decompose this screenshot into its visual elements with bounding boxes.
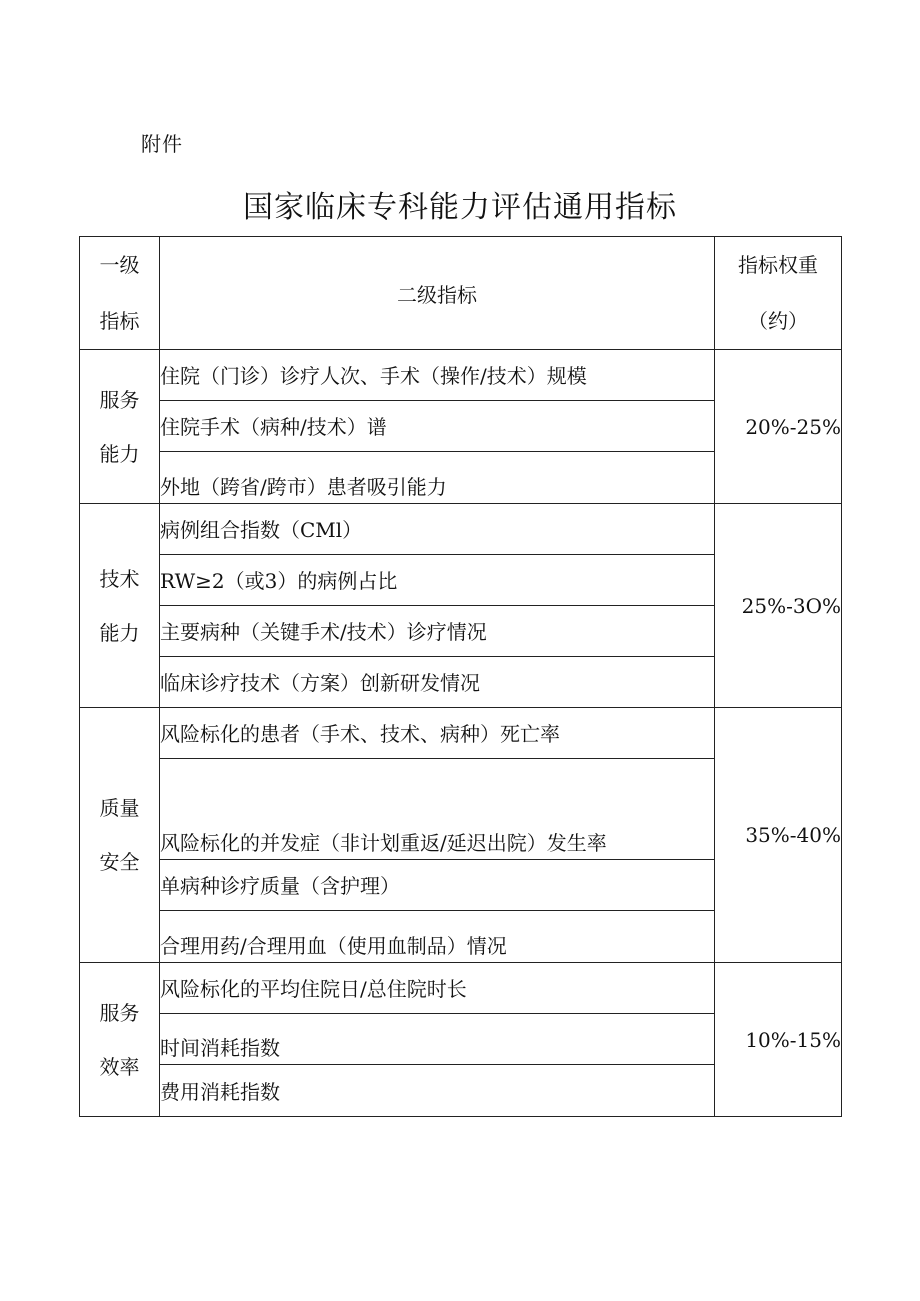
section-name-technical-capacity <box>80 504 160 708</box>
indicator-item: 风险标化的患者（手术、技术、病种）死亡率 <box>160 708 715 759</box>
document-title: 国家临床专科能力评估通用指标 <box>243 190 677 225</box>
indicator-item: 风险标化的平均住院日/总住院时长 <box>160 963 715 1014</box>
header-level1 <box>80 237 160 350</box>
header-level1-line2: 指标 <box>99 309 140 333</box>
indicator-item: 外地（跨省/跨市）患者吸引能力 <box>160 452 715 504</box>
section-weight: 35%-40% <box>715 708 842 963</box>
section-name-line1: 服务 <box>99 1000 140 1025</box>
section-name-service-capacity <box>80 350 160 504</box>
indicator-item: 单病种诊疗质量（含护理） <box>160 860 715 911</box>
indicator-item: RW≥2（或3）的病例占比 <box>160 555 715 606</box>
section-weight: 20%-25% <box>715 350 842 504</box>
indicator-item: 病例组合指数（CMl） <box>160 504 715 555</box>
indicator-item: 时间消耗指数 <box>160 1014 715 1065</box>
indicator-item: 合理用药/合理用血（使用血制品）情况 <box>160 911 715 963</box>
section-weight: 25%-3O% <box>715 504 842 708</box>
header-weight-line1: 指标权重 <box>738 253 818 277</box>
header-weight <box>715 237 842 350</box>
attachment-label: 附件 <box>141 132 183 156</box>
table-header-row <box>80 237 842 350</box>
section-name-service-efficiency <box>80 963 160 1117</box>
table-row <box>80 504 842 555</box>
section-name-line2: 安全 <box>99 850 140 874</box>
indicator-item: 费用消耗指数 <box>160 1065 715 1117</box>
table-row <box>80 350 842 401</box>
section-name-line2: 能力 <box>99 441 140 466</box>
indicator-item: 临床诊疗技术（方案）创新研发情况 <box>160 657 715 708</box>
indicator-item: 风险标化的并发症（非计划重返/延迟出院）发生率 <box>160 759 715 860</box>
table-row <box>80 963 842 1014</box>
header-level1-line1: 一级 <box>99 253 140 277</box>
section-name-line1: 服务 <box>99 387 140 412</box>
section-name-quality-safety <box>80 708 160 963</box>
indicator-item: 主要病种（关键手术/技术）诊疗情况 <box>160 606 715 657</box>
section-name-line2: 效率 <box>99 1054 140 1079</box>
section-name-line1: 质量 <box>99 796 140 820</box>
table-row <box>80 708 842 759</box>
header-weight-line2: （约） <box>748 309 808 333</box>
section-name-line2: 能力 <box>99 620 140 645</box>
section-name-line1: 技术 <box>99 566 140 591</box>
indicator-table <box>79 236 842 1117</box>
indicator-item: 住院（门诊）诊疗人次、手术（操作/技术）规模 <box>160 350 715 401</box>
header-level2: 二级指标 <box>160 237 715 350</box>
section-weight: 10%-15% <box>715 963 842 1117</box>
indicator-item: 住院手术（病种/技术）谱 <box>160 401 715 452</box>
